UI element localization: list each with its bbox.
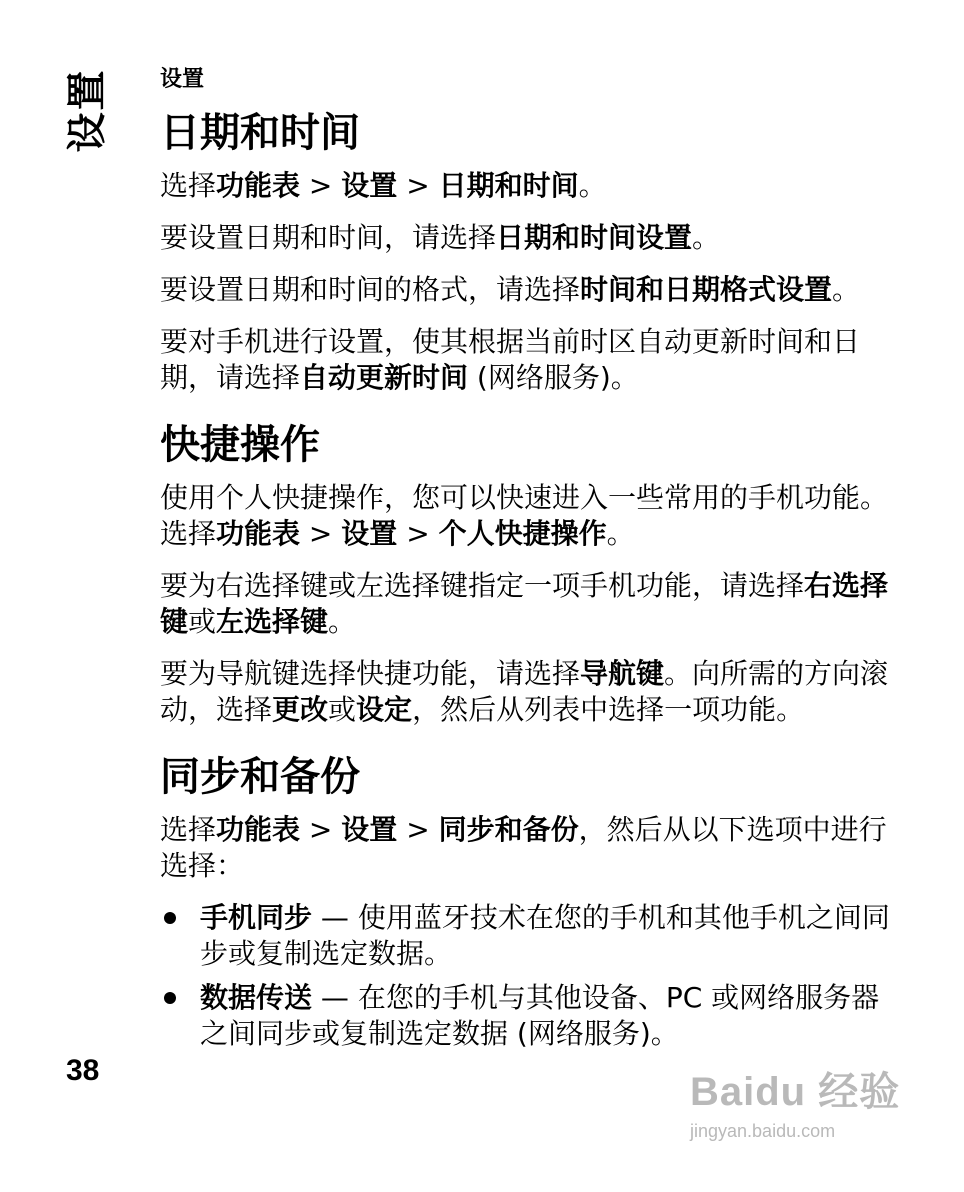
menu-term: 功能表 — [216, 169, 301, 202]
text: 。向所需的方向滚动，选择 — [160, 657, 889, 726]
menu-term: 右选择键 — [160, 569, 889, 638]
option-description: — 在您的手机与其他设备、PC 或网络服务器之间同步或复制选定数据 (网络服务)。 — [200, 981, 880, 1050]
menu-term: 日期和时间设置 — [496, 221, 693, 254]
separator: > — [300, 517, 342, 550]
menu-term: 时间和日期格式设置 — [580, 273, 833, 306]
paragraph — [160, 656, 890, 728]
menu-term: 更改 — [272, 693, 329, 726]
list-item — [160, 900, 890, 972]
separator: > — [300, 813, 342, 846]
text: 。 — [578, 169, 607, 202]
side-tab-label: 设置 — [64, 68, 111, 152]
menu-term: 功能表 — [216, 517, 301, 550]
text: 选择 — [160, 813, 217, 846]
paragraph — [160, 812, 890, 884]
text: 要为右选择键或左选择键指定一项手机功能，请选择 — [160, 569, 805, 602]
text: 。 — [832, 273, 861, 306]
menu-term: 左选择键 — [216, 605, 329, 638]
paragraph — [160, 480, 890, 552]
paragraph — [160, 568, 890, 640]
text: 使用个人快捷操作，您可以快速进入一些常用的手机功能。选择 — [160, 481, 889, 550]
section-sync-backup — [160, 748, 890, 1052]
paragraph — [160, 168, 890, 204]
text: ，然后从以下选项中进行选择： — [160, 813, 887, 882]
menu-term: 功能表 — [216, 813, 301, 846]
section-title: 快捷操作 — [160, 422, 320, 468]
text: 。 — [692, 221, 721, 254]
option-description: — 使用蓝牙技术在您的手机和其他手机之间同步或复制选定数据。 — [200, 901, 890, 970]
text: 或 — [328, 693, 357, 726]
separator: > — [397, 813, 439, 846]
bullet-icon — [164, 912, 176, 924]
watermark-url: jingyan.baidu.com — [690, 1121, 836, 1141]
menu-term: 设置 — [341, 517, 398, 550]
text: 或 — [188, 605, 217, 638]
option-list — [160, 900, 890, 1052]
menu-term: 个人快捷操作 — [438, 517, 607, 550]
watermark-logo: Baidu 经验 — [690, 1070, 901, 1114]
paragraph — [160, 324, 890, 396]
page-number: 38 — [66, 1054, 100, 1087]
text: 。 — [606, 517, 635, 550]
option-term: 手机同步 — [200, 901, 313, 934]
text: (网络服务)。 — [468, 361, 639, 394]
separator: > — [397, 169, 439, 202]
bullet-icon — [164, 992, 176, 1004]
text: 。 — [328, 605, 357, 638]
menu-term: 自动更新时间 — [300, 361, 469, 394]
menu-term: 导航键 — [580, 657, 665, 690]
menu-term: 设定 — [356, 693, 413, 726]
section-title: 同步和备份 — [160, 754, 360, 800]
watermark — [690, 1060, 930, 1160]
menu-term: 设置 — [341, 813, 398, 846]
menu-term: 日期和时间 — [438, 169, 579, 202]
side-tab — [56, 62, 112, 158]
section-date-time — [160, 104, 890, 396]
menu-term: 同步和备份 — [438, 813, 579, 846]
paragraph — [160, 220, 890, 256]
page-content — [160, 104, 890, 1072]
separator: > — [397, 517, 439, 550]
text: 要对手机进行设置，使其根据当前时区自动更新时间和日期，请选择 — [160, 325, 861, 394]
text: 要设置日期和时间，请选择 — [160, 221, 497, 254]
running-head: 设置 — [160, 67, 205, 92]
separator: > — [300, 169, 342, 202]
menu-term: 设置 — [341, 169, 398, 202]
text: 要为导航键选择快捷功能，请选择 — [160, 657, 581, 690]
text: 选择 — [160, 169, 217, 202]
section-shortcuts — [160, 416, 890, 728]
list-item — [160, 980, 890, 1052]
option-term: 数据传送 — [200, 981, 313, 1014]
text: 要设置日期和时间的格式，请选择 — [160, 273, 581, 306]
paragraph — [160, 272, 890, 308]
section-title: 日期和时间 — [160, 110, 360, 156]
text: ，然后从列表中选择一项功能。 — [412, 693, 805, 726]
